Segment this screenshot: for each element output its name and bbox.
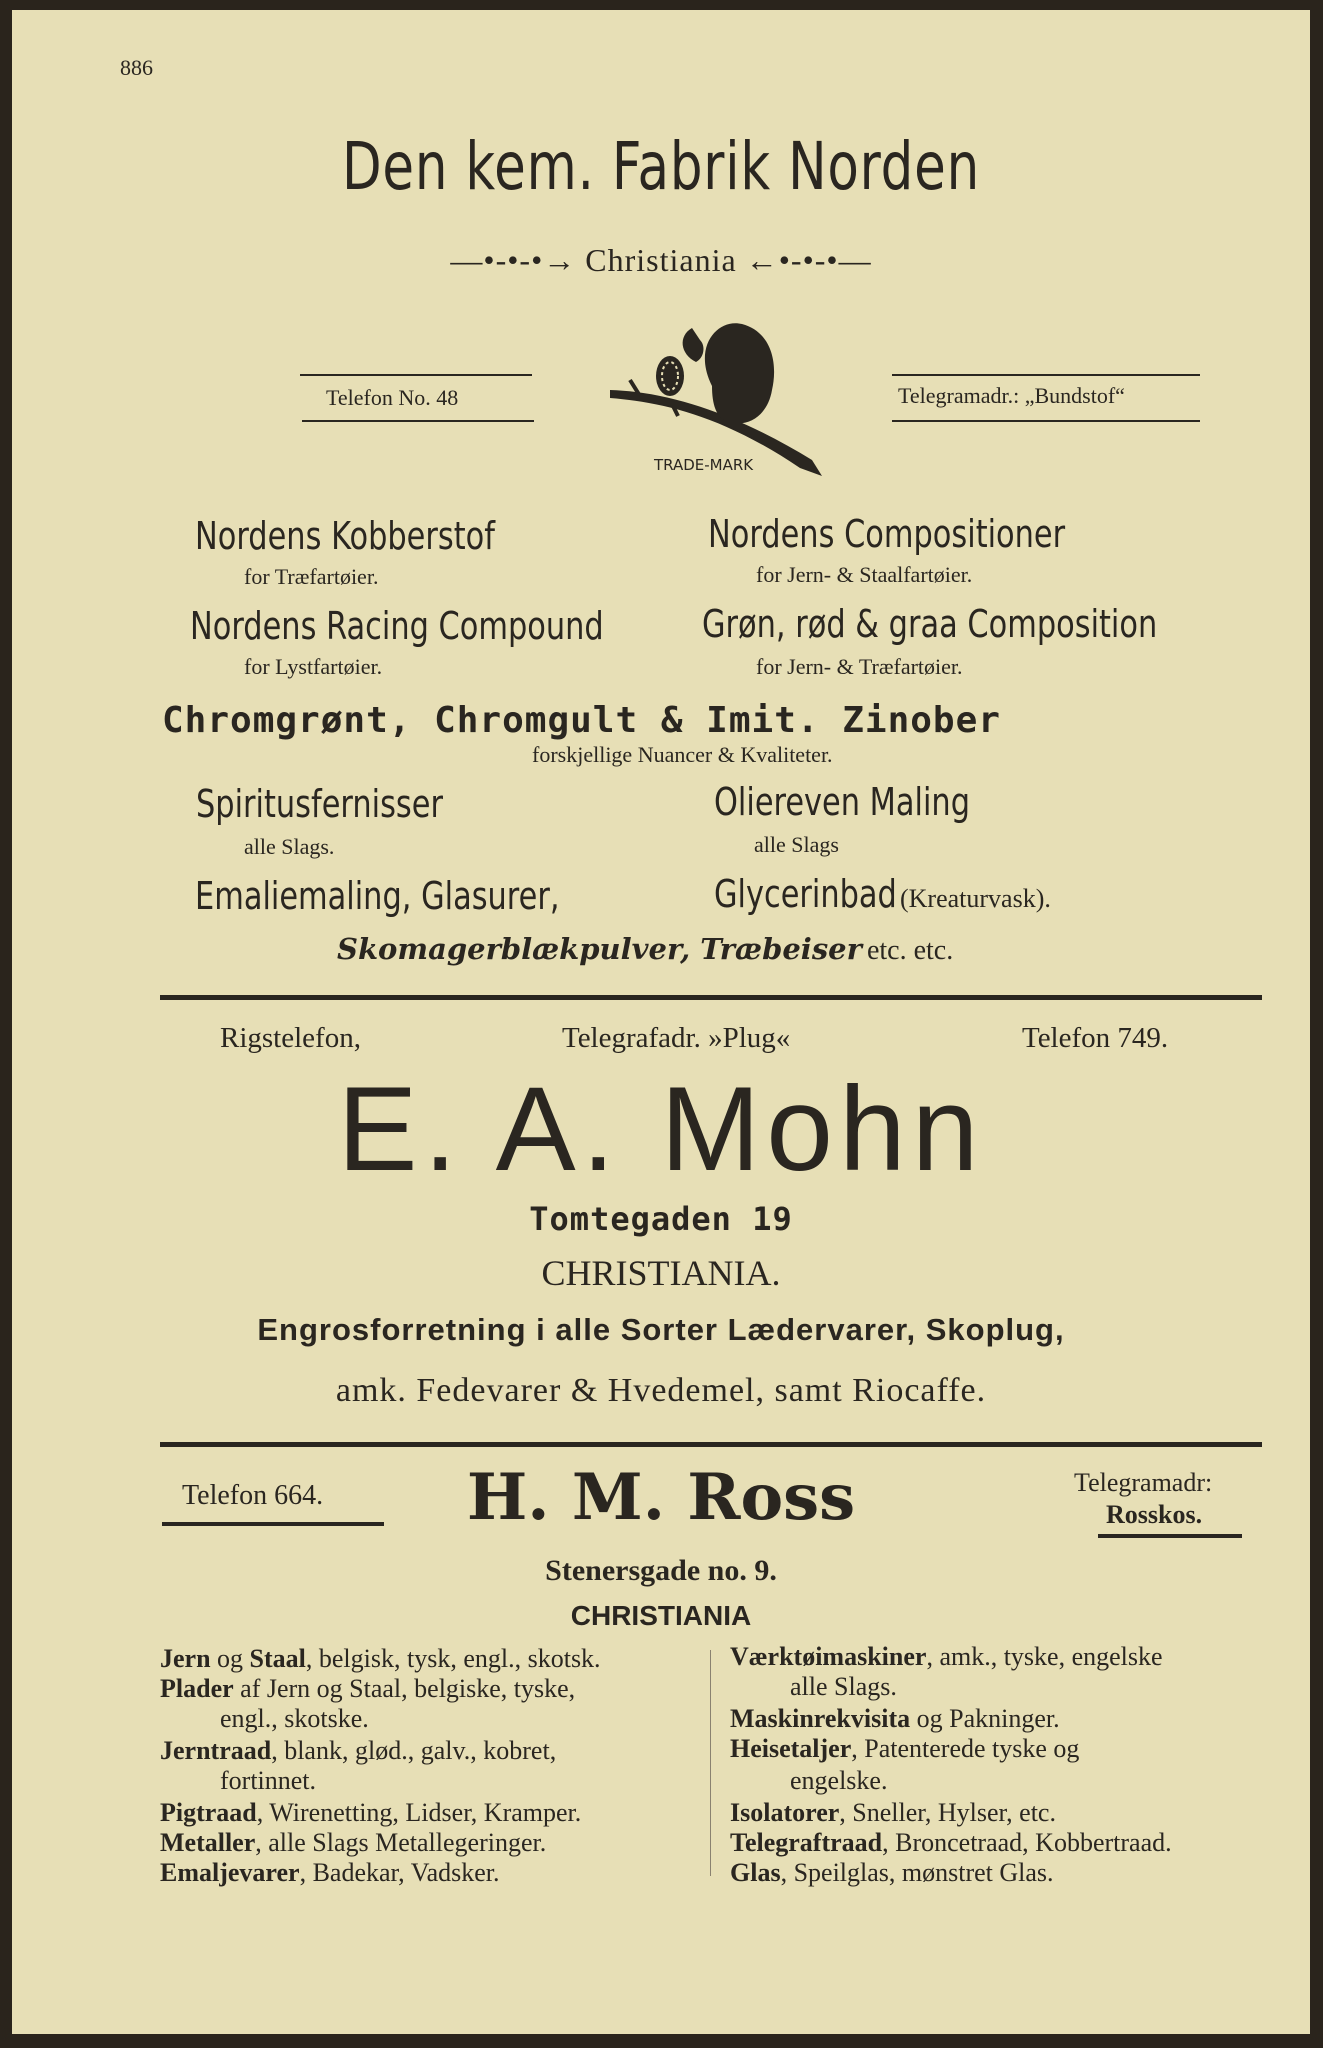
ad3-telegram-label: Telegramadr: [1074,1468,1213,1497]
ad1-telegram: Telegramadr.: „Bundstof“ [898,383,1125,408]
ad3-phone: Telefon 664. [182,1480,324,1511]
chromgront-sub: forskjellige Nuancer & Kvaliteter. [532,742,833,767]
list-item: Telegraftraad, Broncetraad, Kobbertraad. [730,1828,1172,1857]
scanned-page [12,10,1310,2034]
list-item: Jerntraad, blank, glød., galv., kobret, [160,1736,557,1765]
product-kobberstof-sub: for Træfartøier. [244,564,379,589]
squirrel-trademark-icon [600,310,836,480]
page-number: 886 [120,55,153,80]
ad2-name: E. A. Mohn [337,1062,985,1196]
ad1-title: Den kem. Fabrik Norden [342,128,980,205]
product-glycerinbad-name: Glycerinbad [714,872,897,916]
product-spiritusfernisser-sub: alle Slags. [244,834,335,859]
list-item: fortinnet. [220,1766,317,1795]
product-glycerinbad [714,872,1051,916]
list-item: Jern og Staal, belgisk, tysk, engl., skotsk. [160,1644,601,1673]
product-spiritusfernisser: Spiritusfernisser [196,782,443,826]
product-compositioner-sub: for Jern- & Staalfartøier. [756,562,973,587]
list-item: engelske. [790,1766,888,1795]
list-item: Glas, Speilglas, mønstret Glas. [730,1858,1054,1887]
list-item: Pigtraad, Wirenetting, Lidser, Kramper. [160,1798,582,1827]
ad3-city: CHRISTIANIA [570,1600,752,1631]
product-racing-compound-sub: for Lystfartøier. [244,654,383,679]
ornament-left: —•‐•‐•→ [450,242,586,278]
ad2-line1: Engrosforretning i alle Sorter Lædervarer, Skoplug, [257,1312,1065,1347]
product-composition-colors: Grøn, rød & graa Composition [702,602,1158,646]
chromgront-line: Chromgrønt, Chromgult & Imit. Zinober [162,700,1001,741]
ad1-bottom-bold: Skomagerblækpulver, Træbeiser [337,932,862,966]
list-item: Heisetaljer, Patenterede tyske og [730,1734,1080,1763]
product-kobberstof: Nordens Kobberstof [195,514,495,558]
trademark-label: TRADE-MARK [654,456,754,474]
ad3-name: H. M. Ross [466,1460,856,1535]
ad2-city: CHRISTIANIA. [541,1253,781,1293]
product-oliereven-maling-sub: alle Slags [754,832,839,857]
divider-2 [160,1442,1262,1447]
list-item: Metaller, alle Slags Metallegeringer. [160,1828,547,1857]
ad2-telegraf: Telegrafadr. »Plug« [562,1022,791,1054]
product-emaliemaling: Emaliemaling, Glasurer, [195,874,560,918]
ornament-right: ←•‐•‐•— [736,242,872,278]
product-glycerinbad-sub: (Kreaturvask). [900,884,1051,913]
product-oliereven-maling: Oliereven Maling [714,780,970,824]
product-composition-colors-sub: for Jern- & Træfartøier. [756,654,963,679]
ad3-telegram-underline [1098,1534,1242,1538]
ad2-line2: amk. Fedevarer & Hvedemel, samt Riocaffe. [335,1372,987,1409]
product-compositioner: Nordens Compositioner [708,512,1066,556]
list-item: Maskinrekvisita og Pakninger. [730,1704,1060,1733]
ad1-city: Christiania [585,242,737,278]
ad1-phone: Telefon No. 48 [326,385,459,410]
list-item: engl., skotske. [220,1704,369,1733]
list-item: alle Slags. [790,1672,897,1701]
list-item: Emaljevarer, Badekar, Vadsker. [160,1858,500,1887]
ad2-address: Tomtegaden 19 [529,1200,793,1238]
ad2-rigstelefon: Rigstelefon, [220,1022,361,1054]
list-item: Værktøimaskiner, amk., tyske, engelske [730,1642,1163,1671]
ad1-bottom-rest: etc. etc. [866,935,954,966]
ad1-city-line [12,242,1310,279]
list-item: Plader af Jern og Staal, belgiske, tyske, [160,1674,576,1703]
ad3-address: Stenersgade no. 9. [545,1554,777,1587]
list-item: Isolatorer, Sneller, Hylser, etc. [730,1798,1056,1827]
ad2-phone: Telefon 749. [1022,1022,1169,1054]
divider-1 [160,995,1262,1000]
ad3-column-divider [710,1650,711,1876]
ad3-telegram-value: Rosskos. [1106,1500,1203,1529]
ad1-bottom-line [337,932,953,967]
product-racing-compound: Nordens Racing Compound [190,604,604,648]
